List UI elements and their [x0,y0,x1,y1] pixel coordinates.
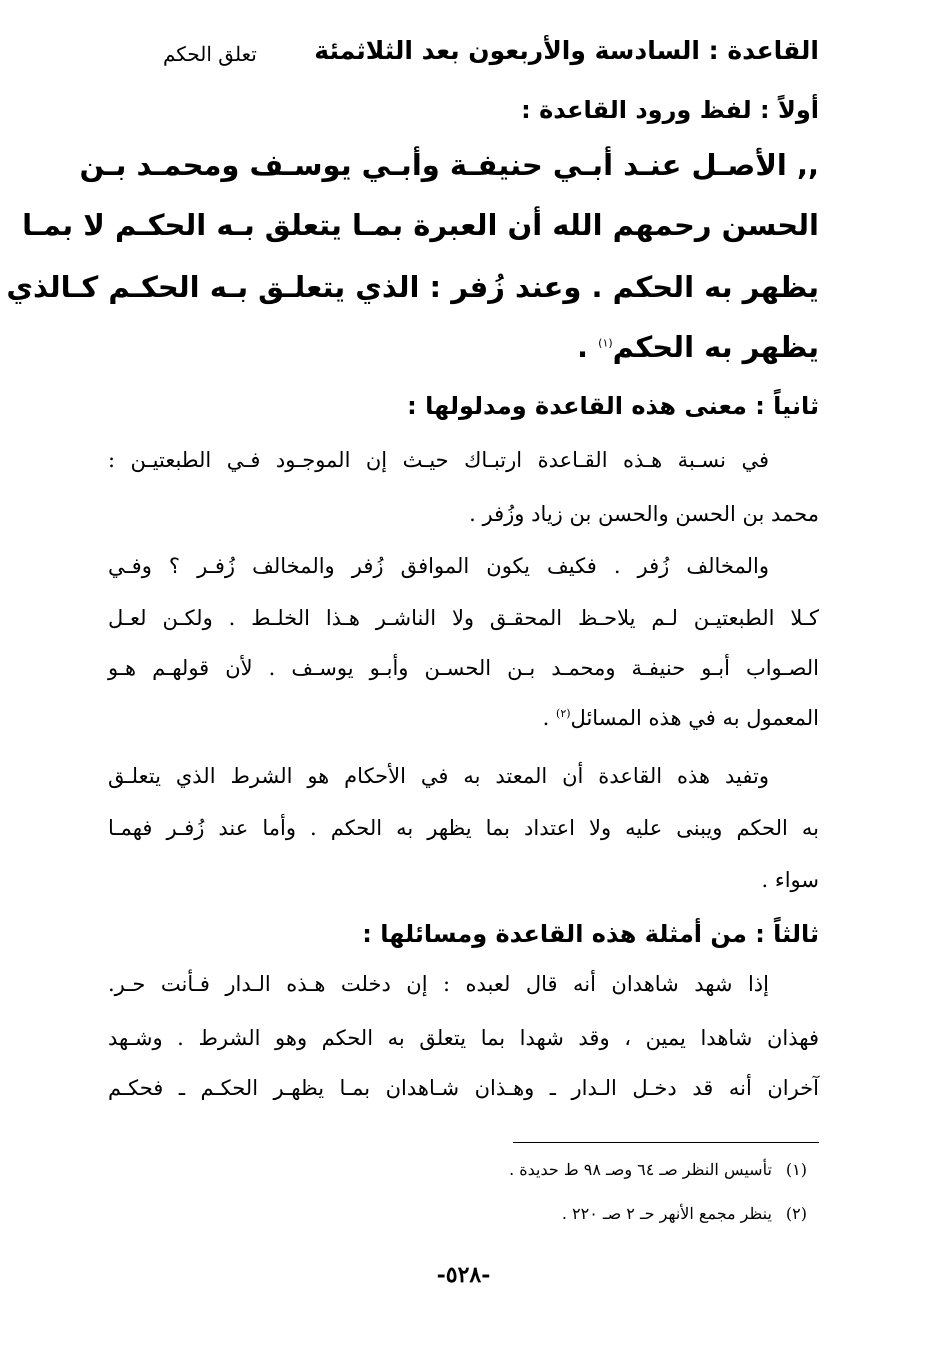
rule-text-end: . [577,330,599,364]
paragraph-line: محمد بن الحسن والحسن بن زياد وزُفر . [469,502,819,526]
header-topic: تعلق الحكم [163,42,257,66]
footnote-number: (١) [785,1160,807,1179]
paragraph-line-text: المعمول به في هذه المسائل [570,706,819,730]
footnote-number: (٢) [785,1204,807,1223]
footnote-text: ينظر مجمع الأنهر حـ ٢ صـ ٢٢٠ . [561,1204,772,1223]
rule-text-line-2: الحسن رحمهم الله أن العبرة بمـا يتعلق بـه الحكـم لا بمـا [22,208,819,242]
running-header [108,36,819,76]
paragraph-line: في نسـبة هـذه القـاعدة ارتبـاك حيـث إن الموجـود فـي الطبعتيـن : [108,448,769,472]
rule-text-line-4-text: يظهر به الحكم [612,330,819,364]
rule-title: القاعدة : السادسة والأربعون بعد الثلاثمئة [314,36,819,65]
rule-text-line-1: ,, الأصـل عنـد أبـي حنيفـة وأبـي يوسـف ومحمـد بـن [79,148,819,182]
paragraph-line: فهذان شاهدا يمين ، وقد شهدا بما يتعلق به الحكم وهو الشرط . وشـهد [108,1026,819,1050]
paragraph-line: به الحكم ويبنى عليه ولا اعتداد بما يظهر به الحكم . وأما عند زُفـر فهمـا [108,816,819,840]
section-heading-3: ثالثاً : من أمثلة هذه القاعدة ومسائلها : [362,920,819,948]
paragraph-line: إذا شهد شاهدان أنه قال لعبده : إن دخلت هـذه الـدار فـأنت حـر. [108,972,769,996]
footnote-text: تأسيس النظر صـ ٦٤ وصـ ٩٨ ط حديدة . [509,1160,772,1179]
paragraph-end: . [542,706,557,730]
paragraph-line: وتفيد هذه القاعدة أن المعتد به في الأحكام هو الشرط الذي يتعلـق [108,764,769,788]
page-number: -٥٢٨- [436,1262,491,1288]
footnote-ref-1: (١) [598,336,613,350]
footnote-1 [108,1160,807,1179]
footnote-ref-2: (٢) [556,707,571,720]
footnote-divider [513,1142,819,1143]
rule-text-line-3: يظهر به الحكم . وعند زُفر : الذي يتعلـق بـه الحكـم كـالذي [6,270,819,304]
paragraph-line: كـلا الطبعتيـن لـم يلاحـظ المحقـق ولا الناشـر هـذا الخلـط . ولكـن لعـل [108,606,819,630]
section-heading-2: ثانياً : معنى هذه القاعدة ومدلولها : [407,392,819,420]
paragraph-line [108,706,819,730]
paragraph-line: الصـواب أبـو حنيفـة ومحمـد بـن الحسـن وأبـو يوسـف . لأن قولهـم هـو [108,656,819,680]
section-heading-1: أولاً : لفظ ورود القاعدة : [521,96,819,124]
footnote-2 [108,1204,807,1223]
paragraph-line: آخران أنه قد دخـل الـدار ـ وهـذان شـاهدان بمـا يظهـر الحكـم ـ فحكـم [108,1076,819,1100]
paragraph-line: والمخالف زُفر . فكيف يكون الموافق زُفر والمخالف زُفـر ؟ وفـي [108,554,769,578]
paragraph-line: سواء . [761,868,819,892]
rule-text-line-4 [108,330,819,364]
